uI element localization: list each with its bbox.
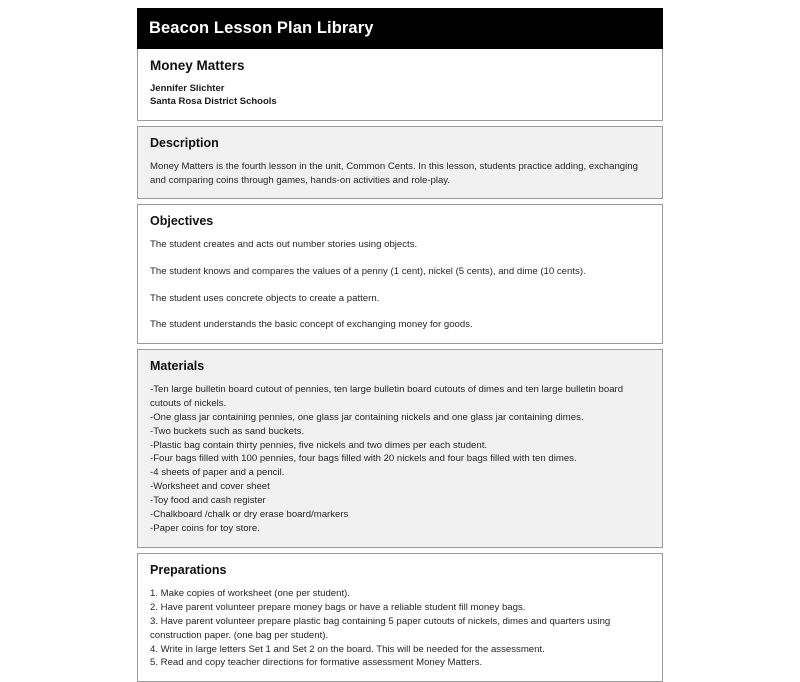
site-title: Beacon Lesson Plan Library — [149, 19, 374, 37]
lesson-title-block — [137, 49, 663, 121]
material-item: -Two buckets such as sand buckets. — [150, 425, 305, 437]
objective-item: The student creates and acts out number stories using objects. — [150, 239, 418, 251]
material-item: -One glass jar containing pennies, one glass jar containing nickels and one glass jar containing dimes. — [150, 411, 584, 423]
objective-item: The student knows and compares the values of a penny (1 cent), nickel (5 cents), and dime (10 cents). — [150, 266, 586, 278]
section-preparations — [137, 553, 663, 682]
material-item: -Paper coins for toy store. — [150, 522, 260, 534]
preparation-item: 2. Have parent volunteer prepare money bags or have a reliable student fill money bags. — [150, 601, 526, 613]
section-heading-objectives: Objectives — [150, 214, 214, 229]
section-objectives — [137, 204, 663, 343]
preparation-item: 5. Read and copy teacher directions for formative assessment Money Matters. — [150, 657, 483, 669]
preparation-item: 1. Make copies of worksheet (one per student). — [150, 587, 350, 599]
material-item: -Worksheet and cover sheet — [150, 481, 270, 493]
objective-item: The student uses concrete objects to create a pattern. — [150, 292, 380, 304]
preparation-item: 3. Have parent volunteer prepare plastic bag containing 5 paper cutouts of nickels, dimes and quarters using construction paper. (one bag per student). — [150, 615, 611, 641]
material-item: -Four bags filled with 100 pennies, four bags filled with 20 nickels and four bags filled with ten dimes. — [150, 453, 577, 465]
author-organization: Santa Rosa District Schools — [150, 95, 277, 107]
material-item: -Chalkboard /chalk or dry erase board/markers — [150, 509, 349, 521]
page-title: Money Matters — [150, 58, 245, 74]
lesson-plan-page — [137, 8, 663, 682]
section-materials — [137, 349, 663, 548]
material-item: -Toy food and cash register — [150, 495, 266, 507]
material-item: -4 sheets of paper and a pencil. — [150, 467, 285, 479]
objective-item: The student understands the basic concept of exchanging money for goods. — [150, 319, 473, 331]
material-item: -Ten large bulletin board cutout of pennies, ten large bulletin board cutouts of dimes and ten large bulletin board cutouts of nickels. — [150, 383, 624, 409]
section-heading-description: Description — [150, 136, 219, 151]
section-description — [137, 126, 663, 199]
preparation-item: 4. Write in large letters Set 1 and Set 2 on the board. This will be needed for the assessment. — [150, 643, 545, 655]
material-item: -Plastic bag contain thirty pennies, five nickels and two dimes per each student. — [150, 439, 488, 451]
description-body: Money Matters is the fourth lesson in the unit, Common Cents. In this lesson, students practice adding, exchanging and comparing coins through games, hands-on activities and role-play. — [150, 161, 638, 186]
materials-list — [150, 383, 650, 536]
section-heading-preparations: Preparations — [150, 562, 227, 577]
preparations-list — [150, 587, 650, 670]
author-name: Jennifer Slichter — [150, 83, 225, 95]
section-heading-materials: Materials — [150, 358, 205, 373]
masthead — [137, 8, 663, 49]
